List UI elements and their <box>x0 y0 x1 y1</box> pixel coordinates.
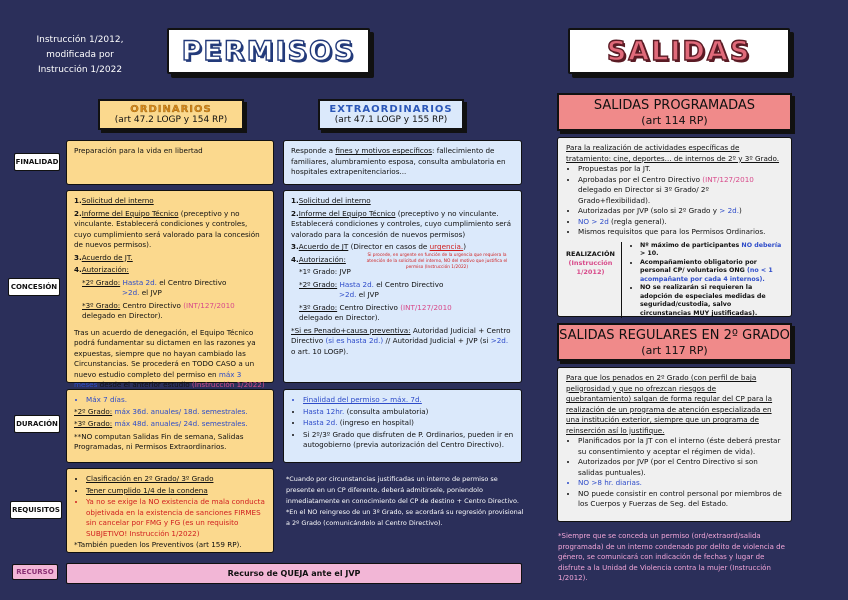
regulares-header <box>557 323 792 361</box>
ext-preventiva: *Si es Penado+causa preventiva: <box>291 325 411 335</box>
ord-grado3: *3º Grado: <box>82 300 121 310</box>
extraordinarios-sub: (art 47.1 LOGP y 155 RP) <box>334 115 448 125</box>
programadas-i2a: Aprobadas por el Centro Directivo <box>578 174 703 184</box>
ord-dur-1: • Máx 7 días. <box>86 395 266 406</box>
ext-prev-c: (si es hasta 2d.) <box>325 336 384 345</box>
note-line: modificada por <box>46 50 114 60</box>
ord-step-2-detail: (preceptivo y no vinculante. Establecerá condiciones y controles, cuyo cumplimiento será valorado para la concesión de nuevos permisos). <box>74 208 260 249</box>
realiz-r2a: Acompañamiento obligatorio por personal CP/ voluntarios ONG <box>639 258 757 274</box>
instruccion-note <box>20 33 140 78</box>
ordinarios-sub: (art 47.2 LOGP y 154 RP) <box>114 115 228 125</box>
ord-dur-3-val: máx 48d. anuales/ 24d. semestrales. <box>112 419 248 428</box>
programadas-title: SALIDAS PROGRAMADAS <box>593 98 756 113</box>
ord-finalidad-card <box>66 140 274 185</box>
ext-step-3: Acuerdo de JT <box>298 242 349 251</box>
ext-urgencia: urgencia. <box>429 242 464 251</box>
regulares-card <box>557 367 792 522</box>
ext-prev-b: Autoridad Judicial + Centro Directivo <box>291 325 511 345</box>
programadas-card <box>557 137 792 317</box>
realiz-r1c: > 10. <box>639 250 659 257</box>
ext-grado1: *1º Grado: JVP <box>299 267 351 276</box>
ord-step-2: Informe del Equipo Técnico <box>81 208 179 218</box>
programadas-item: • Mismos requisitos que para los Permisos Ordinarios. <box>578 227 783 238</box>
ext-fin-c: : fallecimiento de familiares, alumbramiento esposa, consulta ambulatoria en hospitales extrapenitenciarios... <box>291 146 506 176</box>
ext-prev-e: >2d. <box>490 336 509 345</box>
regulares-sub: (art 117 RP) <box>641 344 708 357</box>
ord-dur-3: *3º Grado: <box>74 419 113 428</box>
regulares-title: SALIDAS REGULARES EN 2º GRADO <box>559 328 790 343</box>
ext-step-1: Solicitud del interno <box>298 196 371 205</box>
ext-grado2-cd: el Centro Directivo <box>373 279 444 289</box>
ext-dur-3: Hasta 2d. <box>303 418 338 427</box>
ord-grado3-delegado: delegado en Director). <box>82 311 163 320</box>
programadas-sub: (art 114 RP) <box>641 114 708 127</box>
ord-grado2-hasta: Hasta 2d. <box>120 277 157 287</box>
regulares-item: • NO >8 hr. diarias. <box>578 478 783 489</box>
ord-step-4: Autorización: <box>81 265 129 274</box>
ext-urgencia-note: Si procede, en urgente en función de la urgencia que requiera la atención de la solicitud del interno, NO del motivo que justifica el permiso (Instrucción 1/2022) <box>366 253 508 270</box>
ext-grado2-jvp: el JVP <box>356 290 379 299</box>
ord-denegacion-end: desde el anterior estudio <box>97 380 192 389</box>
ext-fin-a: Responde a <box>291 146 336 155</box>
ext-duracion-card <box>283 389 522 463</box>
ord-req-3: • Ya no se exige la NO existencia de mala conducta objetivada en la existencia de sanciones FIRMES sin cancelar por FMG y FG (es un requisito SUBJETIVO! Instrucción 1/2022) <box>86 497 266 539</box>
realizacion-label <box>566 242 615 319</box>
ord-req-1: • Clasificación en 2º Grado/ 3º Grado <box>86 474 266 485</box>
ext-grado3: *3º Grado: <box>299 302 338 312</box>
ext-footnote: *Cuando por circunstancias justificadas un interno de permiso se presente en un CP diferente, deberá admitirsele, poniendolo inmediatamente en conocimiento del CP de destino + Centro Directivo. *En el NO reingreso de un 3º Grado, se acordará su regresión provisional a 2º Grado (comunicándolo al Centro Directivo). <box>286 475 524 527</box>
realiz-r1b: NO debería <box>741 241 782 249</box>
realiz-r3: • NO se realizarán si requieren la adopción de especiales medidas de seguridad/custodia, salvo circunstancias MUY justificadas). <box>640 284 783 318</box>
ord-requisitos-card <box>66 468 274 553</box>
ext-step-3-close: ) <box>463 242 466 251</box>
ext-concesion-card: 1.Solicitud del interno 2.Informe del Equipo Técnico (preceptivo y no vinculante. Establecerá condiciones y controles, cuyo cumplimiento será valorado para la concesión de nuevos permisos) 3.Acuerdo de JT (Director en casos de urgencia.) Si procede, en urgente en función de la urgencia que requiera la atención de la solicitud del interno, NO del motivo que justifica el permiso (Instrucción 1/2022) 4.Autorización: *1º Grado: JVP *2º Grado: Hasta 2d. el Centro Directivo >2d. el JVP *3º Grado: Centro Directivo (INT/127/2010 delegado en Director). *Si es Penado+causa preventiva: Autoridad Judicial + Centro Directivo (si es hasta 2d.) // Autoridad Judicial + JVP (si >2d. o art. 10 LOGP). <box>283 190 522 383</box>
ordinarios-header <box>98 99 244 130</box>
row-label-concesion: CONCESIÓN <box>8 278 60 296</box>
ord-concesion-card: 1.Solicitud del interno 2.Informe del Equipo Técnico (preceptivo y no vinculante. Establecerá condiciones y controles, cuyo cumplimiento será valorado para la concesión de nuevos permisos). 3.Acuerdo de JT. 4.Autorización: *2º Grado: Hasta 2d. el Centro Directivo >2d. el JVP *3º Grado: Centro Directivo (INT/127/2010 delegado en Director). Tras un acuerdo de denegación, el Equipo Técnico podrá fundamentar su dictamen en las razones ya expuestas, siempre que no hayan cambiado las Circunstancias. Se procederá en TODO CASO a un nuevo estudio completo del permiso en máx 3 meses desde el anterior estudio (Instrucción 1/2022) <box>66 190 274 383</box>
ext-dur-4: • Si 2º/3º Grado que disfruten de P. Ordinarios, pueden ir en autogobierno (previa autorización del Centro Directivo). <box>303 430 514 451</box>
extraordinarios-header <box>318 99 464 130</box>
ord-dur-4: **NO computan Salidas Fin de semana, Salidas Programadas, ni Permisos Extraordinarios. <box>74 431 244 451</box>
extraordinarios-title: EXTRAORDINARIOS <box>329 104 453 115</box>
ord-req-4: *También pueden los Preventivos (art 159 RP). <box>74 540 242 549</box>
realiz-r2b: (no < 1 acompañante por cada 4 internos). <box>639 267 773 283</box>
programadas-i3c: ) <box>739 206 742 215</box>
realizacion-block <box>566 242 783 319</box>
programadas-i4a: NO > 2d <box>578 216 609 226</box>
ord-grado2-jvp: el JVP <box>139 288 162 297</box>
ext-finalidad-card <box>283 140 522 185</box>
ord-grado3-cd: Centro Directivo <box>120 300 184 310</box>
ext-step-2-detail: (preceptivo y no vinculante. Establecerá condiciones y controles, cuyo cumplimiento será valorado para la concesión de nuevos permisos) <box>291 208 512 239</box>
row-label-requisitos: REQUISITOS <box>10 501 62 519</box>
realizacion-list <box>621 242 783 319</box>
row-label-finalidad: FINALIDAD <box>14 153 60 171</box>
realizacion-ref: (Instrucción 1/2012) <box>568 258 613 276</box>
ext-grado2-hasta: Hasta 2d. <box>337 279 374 289</box>
note-line: Instrucción 1/2012, <box>36 35 124 45</box>
ord-denegacion-ref: (Instrucción 1/2022) <box>191 380 265 389</box>
programadas-i2c: delegado en Director si 3º Grado/ 2º Grado+flexibilidad). <box>578 185 709 205</box>
ext-dur-2-detail: (consulta ambulatoria) <box>344 406 429 416</box>
ord-dur-2-val: máx 36d. anuales/ 18d. semestrales. <box>112 406 248 416</box>
recurso-bar: Recurso de QUEJA ante el JVP <box>66 563 522 584</box>
ext-prev-d: // Autoridad Judicial + JVP (si <box>383 336 491 345</box>
ord-step-3: Acuerdo de JT. <box>81 252 133 262</box>
regulares-item: • Planificados por la JT con el interno (éste deberá prestar su consentimiento y aceptar el régimen de vida). <box>578 436 783 457</box>
programadas-i3b: > 2d. <box>719 206 740 215</box>
ext-grado2: *2º Grado: <box>299 279 338 289</box>
ext-step-2: Informe del Equipo Técnico <box>298 208 396 218</box>
ext-dur-2: Hasta 12hr. <box>303 406 345 416</box>
programadas-i3a: Autorizadas por JVP (solo si 2º Grado y <box>578 206 720 215</box>
programadas-i4b: (regla general). <box>608 216 667 226</box>
row-label-recurso: RECURSO <box>12 564 58 580</box>
ord-grado3-ref: (INT/127/2010 <box>183 300 235 310</box>
ord-grado2: *2º Grado: <box>82 277 121 287</box>
note-line: Instrucción 1/2022 <box>37 65 123 75</box>
realiz-r1a: Nº máximo de participantes <box>639 241 742 249</box>
ord-finalidad-text: Preparación para la vida en libertad <box>74 146 203 155</box>
realizacion-title: REALIZACIÓN <box>566 249 615 258</box>
regulares-item: • Autorizados por JVP (por el Centro Directivo si son salidas puntuales). <box>578 457 783 478</box>
salidas-title: SALIDAS <box>568 28 790 74</box>
ord-denegacion-hl: máx 3 meses <box>74 369 242 389</box>
permisos-title: PERMISOS <box>167 28 370 74</box>
ext-step-4: Autorización: <box>298 254 346 264</box>
ord-grado2-more: >2d. <box>122 288 140 297</box>
ext-dur-1: • Finalidad del permiso > máx. 7d. <box>303 395 514 406</box>
programadas-header <box>557 93 792 131</box>
ext-dur-3-detail: (ingreso en hospital) <box>337 418 414 427</box>
ordinarios-title: ORDINARIOS <box>130 104 212 115</box>
regulares-intro: Para que los penados en 2º Grado (con perfil de baja peligrosidad y que no ofrezcan riesgos de quebrantamiento) salgan de forma regular del CP para la realización de un programa de atención especializada en una institución exterior, siempre que un programa de reinserción así lo justifique. <box>566 373 773 435</box>
ext-grado3-ref: (INT/127/2010 <box>400 302 452 312</box>
ord-duracion-card <box>66 389 274 463</box>
violencia-note: *Siempre que se conceda un permiso (ord/extraord/salida programada) de un interno condenado por delito de violencia de género, se comunicará con indicación de fechas y lugar de disfrute a la Unidad de Violencia contra la mujer (Instrucción 1/2012). <box>558 532 785 582</box>
row-label-duracion: DURACIÓN <box>14 415 60 433</box>
programadas-item: • Propuestas por la JT. <box>578 164 783 175</box>
ext-grado3-cd: Centro Directivo <box>337 302 401 312</box>
programadas-i2b: (INT/127/2010 <box>702 174 754 184</box>
programadas-intro: Para la realización de actividades específicas de tratamiento: cine, deportes... de internos de 2º y 3º Grado. <box>566 143 780 163</box>
ext-fin-b: fines y motivos específicos <box>335 146 432 155</box>
ext-prev-f: o art. 10 LOGP). <box>291 346 349 356</box>
ext-grado2-more: >2d. <box>339 290 357 299</box>
ext-step-3-detail: (Director en casos de <box>348 242 430 251</box>
regulares-item: • NO puede consistir en control personal por miembros de los Cuerpos y Fuerzas de Seg. del Estado. <box>578 489 783 510</box>
ord-step-1: Solicitud del interno <box>81 196 154 205</box>
ord-denegacion-text: Tras un acuerdo de denegación, el Equipo Técnico podrá fundamentar su dictamen en las razones ya expuestas, siempre que no hayan cambiado las Circunstancias. Se procederá en TODO CASO a un nuevo estudio completo del permiso en <box>74 327 256 379</box>
ext-grado3-delegado: delegado en Director). <box>299 313 380 322</box>
ord-grado2-cd: el Centro Directivo <box>156 277 227 287</box>
ord-req-2: • Tener cumplido 1/4 de la condena <box>86 486 266 497</box>
ord-dur-2: *2º Grado: <box>74 406 113 416</box>
